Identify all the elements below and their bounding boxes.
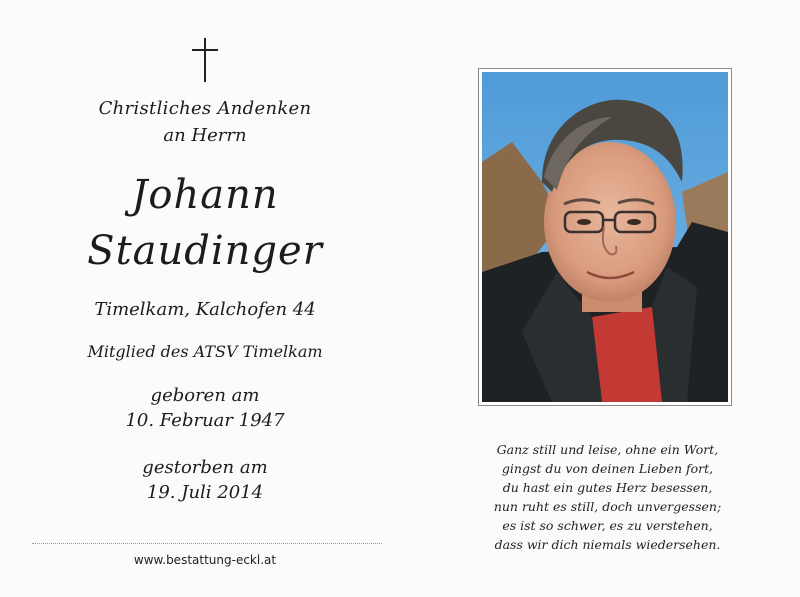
website-link[interactable]: www.bestattung-eckl.at <box>133 553 277 567</box>
heading-line-2: an Herrn <box>163 125 247 146</box>
memorial-poem <box>470 440 745 554</box>
poem-line: es ist so schwer, es zu verstehen, <box>502 518 713 533</box>
poem-line: du hast ein gutes Herz besessen, <box>502 480 713 495</box>
card-left-panel <box>20 0 390 597</box>
poem-line: gingst du von deinen Lieben fort, <box>501 461 714 476</box>
portrait-image <box>482 72 728 402</box>
membership: Mitglied des ATSV Timelkam <box>87 342 323 361</box>
cross-icon <box>192 38 218 82</box>
died-label: gestorben am <box>142 457 268 478</box>
portrait-frame <box>478 68 732 406</box>
first-name: Johann <box>131 172 279 218</box>
born-date: 10. Februar 1947 <box>125 410 285 431</box>
last-name: Staudinger <box>87 228 323 274</box>
poem-line: Ganz still und leise, ohne ein Wort, <box>496 442 719 457</box>
poem-line: dass wir dich niemals wiedersehen. <box>494 537 721 552</box>
heading-line-1: Christliches Andenken <box>98 98 312 119</box>
died-date: 19. Juli 2014 <box>146 482 264 503</box>
portrait-photo <box>482 72 728 402</box>
born-label: geboren am <box>150 385 260 406</box>
address: Timelkam, Kalchofen 44 <box>94 299 316 320</box>
poem-line: nun ruht es still, doch unvergessen; <box>493 499 722 514</box>
footer-divider <box>32 543 382 544</box>
